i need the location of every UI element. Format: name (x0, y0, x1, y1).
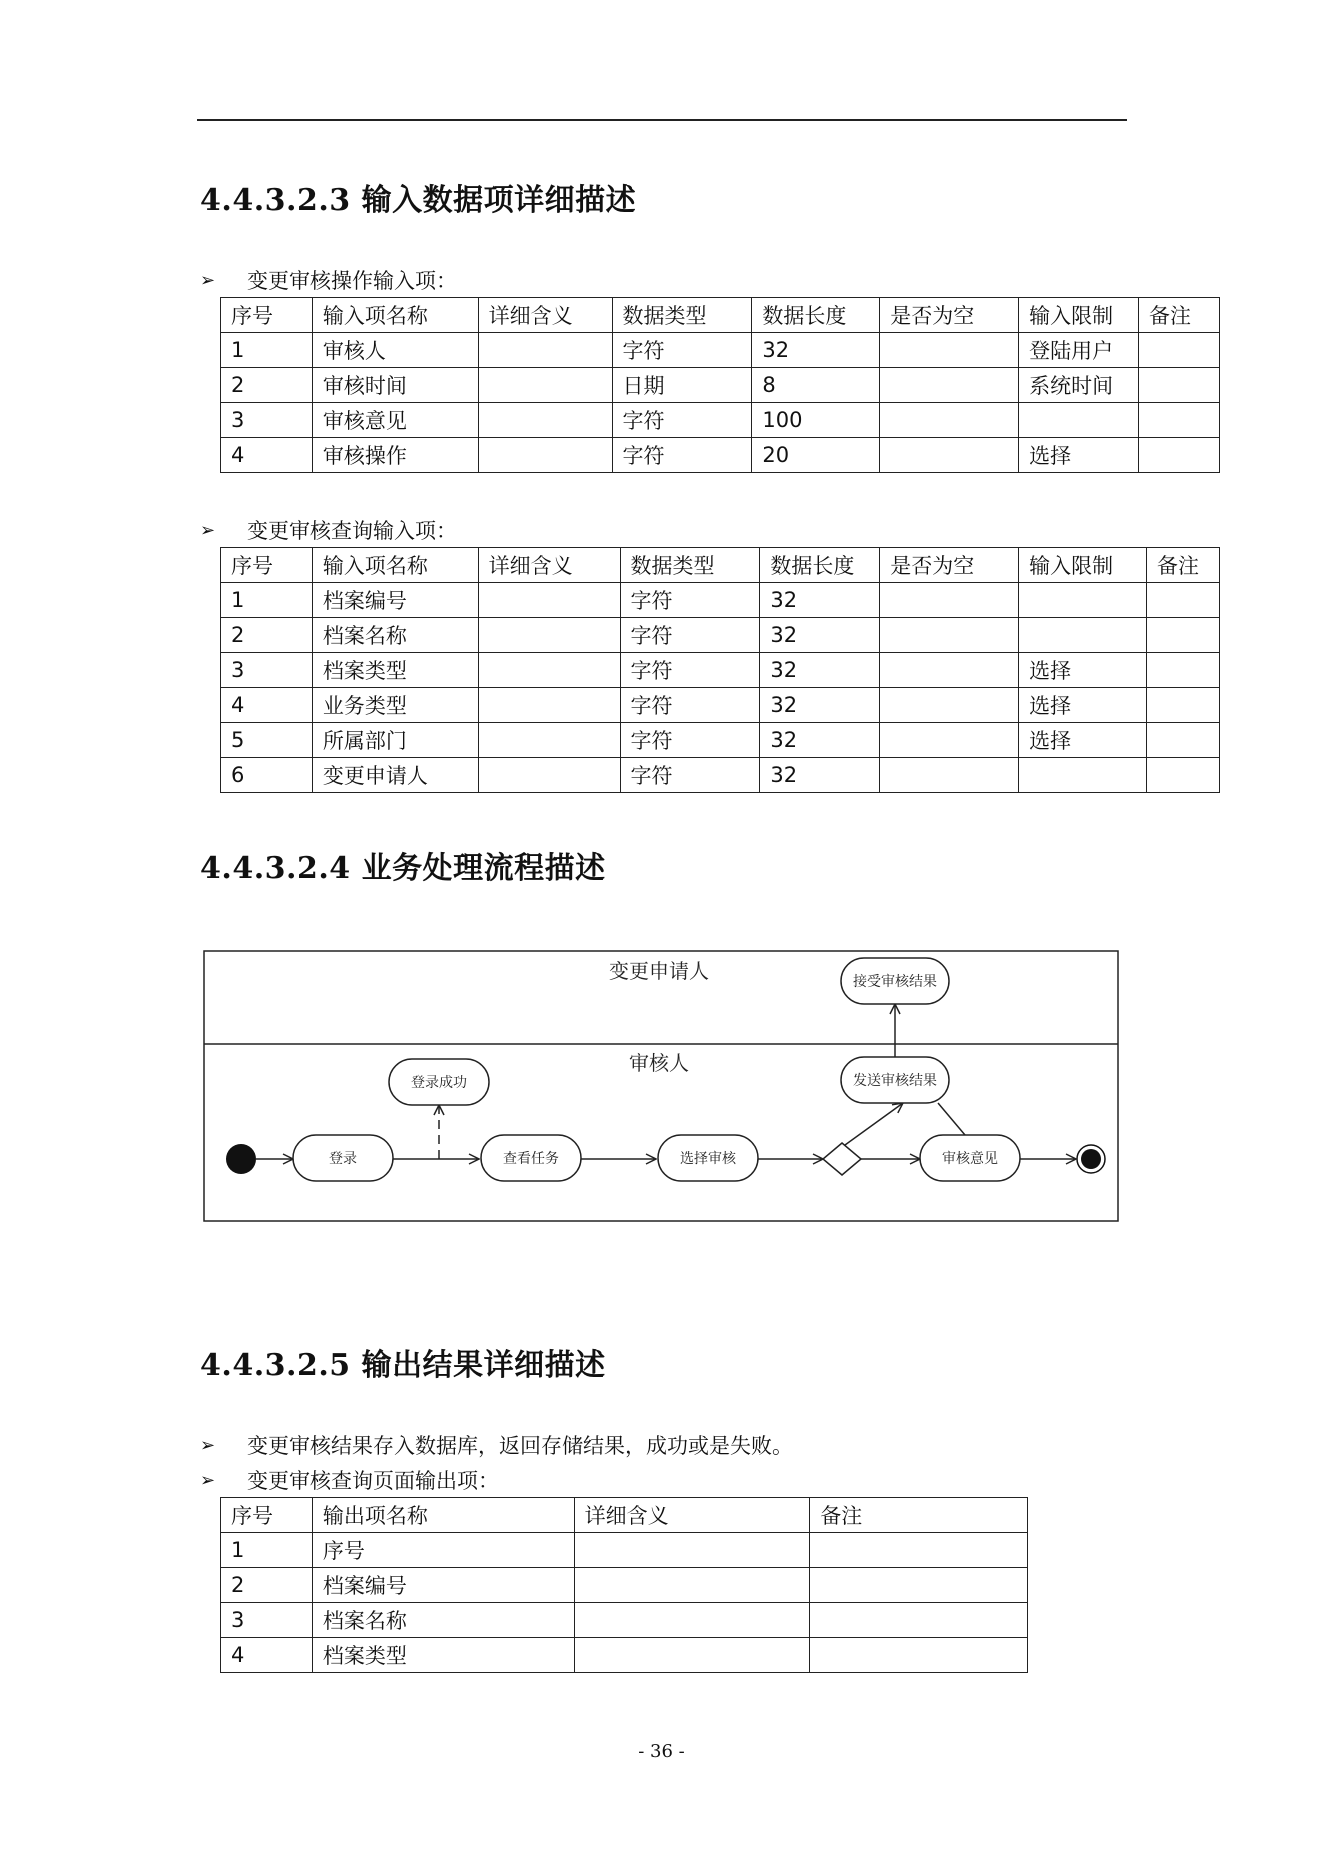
column-header: 输入项名称 (312, 548, 478, 583)
table-cell (880, 618, 1019, 653)
column-header: 详细含义 (478, 298, 612, 333)
table-cell (810, 1603, 1028, 1638)
section-heading-output: 4.4.3.2.5 输出结果详细描述 (200, 1348, 606, 1383)
column-header: 备注 (1139, 298, 1220, 333)
table-cell (574, 1568, 810, 1603)
table-row (221, 688, 1220, 723)
column-header: 备注 (1146, 548, 1219, 583)
table-cell: 字符 (620, 583, 760, 618)
table-cell (880, 758, 1019, 793)
table-cell (880, 653, 1019, 688)
column-header: 输入限制 (1019, 298, 1139, 333)
table-cell (478, 653, 620, 688)
table-cell: 32 (760, 653, 880, 688)
table-cell: 32 (760, 583, 880, 618)
column-header: 输入限制 (1019, 548, 1147, 583)
bullet-query-output (200, 1465, 499, 1495)
table-cell: 变更申请人 (312, 758, 478, 793)
column-header: 数据长度 (752, 298, 880, 333)
table-cell (1139, 333, 1220, 368)
page-number: - 36 - (638, 1741, 685, 1762)
table-row (221, 758, 1220, 793)
initial-node (226, 1144, 256, 1174)
table-row (221, 583, 1220, 618)
table-row (221, 1638, 1028, 1673)
table-cell: 选择 (1019, 653, 1147, 688)
table-cell: 3 (221, 653, 313, 688)
table-cell (1146, 723, 1219, 758)
caption-query-output: 变更审核查询页面输出项： (247, 1469, 499, 1493)
node-view-task-label: 查看任务 (503, 1151, 559, 1167)
node-login-label: 登录 (329, 1151, 357, 1167)
final-node-inner (1081, 1149, 1101, 1169)
table-cell: 2 (221, 368, 313, 403)
column-header: 输出项名称 (312, 1498, 574, 1533)
node-review-opinion-label: 审核意见 (942, 1151, 998, 1167)
table-cell: 字符 (620, 723, 760, 758)
table-cell (880, 688, 1019, 723)
table-row (221, 403, 1220, 438)
table-cell (1019, 618, 1147, 653)
table-cell (1019, 758, 1147, 793)
table-cell: 100 (752, 403, 880, 438)
table-cell: 字符 (612, 403, 752, 438)
table-cell (478, 438, 612, 473)
table-cell (478, 618, 620, 653)
table-cell (880, 583, 1019, 618)
table-cell: 5 (221, 723, 313, 758)
column-header: 数据类型 (620, 548, 760, 583)
table-cell (810, 1638, 1028, 1673)
table-cell: 日期 (612, 368, 752, 403)
table-cell (1146, 583, 1219, 618)
table-cell: 32 (760, 618, 880, 653)
bullet-output-storage (200, 1430, 793, 1460)
column-header: 详细含义 (574, 1498, 810, 1533)
table-cell: 2 (221, 618, 313, 653)
table-cell (1019, 583, 1147, 618)
decision-node (823, 1143, 861, 1175)
table-cell: 选择 (1019, 438, 1139, 473)
activity-diagram (203, 950, 1121, 1225)
bullet-arrow-icon: ➢ (200, 1469, 216, 1491)
table-cell: 4 (221, 438, 313, 473)
table-cell: 字符 (620, 688, 760, 723)
header-rule (197, 119, 1127, 121)
table-cell (1146, 653, 1219, 688)
table-cell: 字符 (612, 438, 752, 473)
table-cell: 32 (760, 758, 880, 793)
column-header: 是否为空 (880, 548, 1019, 583)
table-cell (478, 758, 620, 793)
table-cell: 字符 (620, 758, 760, 793)
table-cell (880, 723, 1019, 758)
table-cell (880, 403, 1019, 438)
node-select-review-label: 选择审核 (680, 1151, 736, 1167)
column-header: 输入项名称 (312, 298, 478, 333)
bullet-query-input (200, 515, 457, 545)
table-cell: 审核时间 (312, 368, 478, 403)
table-cell (478, 403, 612, 438)
column-header: 是否为空 (880, 298, 1019, 333)
table-cell (478, 723, 620, 758)
node-login-success-label: 登录成功 (411, 1075, 467, 1091)
table-cell: 1 (221, 1533, 313, 1568)
table-row (221, 368, 1220, 403)
table-cell (574, 1533, 810, 1568)
node-receive-result-label: 接受审核结果 (853, 974, 937, 990)
table-cell: 3 (221, 403, 313, 438)
table-cell (574, 1638, 810, 1673)
table-row (221, 438, 1220, 473)
table-cell: 20 (752, 438, 880, 473)
table-header-row (221, 1498, 1028, 1533)
table-cell: 字符 (620, 618, 760, 653)
table-row (221, 333, 1220, 368)
table-cell: 3 (221, 1603, 313, 1638)
table-cell (574, 1603, 810, 1638)
table-cell: 字符 (620, 653, 760, 688)
column-header: 备注 (810, 1498, 1028, 1533)
table-row (221, 1603, 1028, 1638)
table-query-input (220, 547, 1220, 793)
table-row (221, 618, 1220, 653)
caption-query-input: 变更审核查询输入项： (247, 519, 457, 543)
bullet-arrow-icon: ➢ (200, 1434, 216, 1456)
section-heading-flow: 4.4.3.2.4 业务处理流程描述 (200, 851, 606, 886)
table-cell: 系统时间 (1019, 368, 1139, 403)
table-cell (810, 1568, 1028, 1603)
table-cell: 32 (760, 723, 880, 758)
table-cell: 档案类型 (312, 653, 478, 688)
column-header: 序号 (221, 548, 313, 583)
table-cell: 8 (752, 368, 880, 403)
table-cell: 1 (221, 583, 313, 618)
table-cell: 选择 (1019, 723, 1147, 758)
table-cell (1146, 758, 1219, 793)
table-cell (880, 438, 1019, 473)
column-header: 序号 (221, 1498, 313, 1533)
table-cell (1146, 688, 1219, 723)
table-cell (478, 688, 620, 723)
column-header: 数据类型 (612, 298, 752, 333)
table-operation-input (220, 297, 1220, 473)
table-cell (880, 333, 1019, 368)
table-cell: 4 (221, 1638, 313, 1673)
table-cell: 32 (752, 333, 880, 368)
table-cell (880, 368, 1019, 403)
table-cell: 选择 (1019, 688, 1147, 723)
table-cell: 档案编号 (312, 1568, 574, 1603)
table-row (221, 1533, 1028, 1568)
table-cell (478, 368, 612, 403)
table-cell (1139, 403, 1220, 438)
table-cell: 4 (221, 688, 313, 723)
table-cell: 审核意见 (312, 403, 478, 438)
table-cell (1139, 368, 1220, 403)
table-cell: 登陆用户 (1019, 333, 1139, 368)
table-cell: 2 (221, 1568, 313, 1603)
column-header: 序号 (221, 298, 313, 333)
node-send-result-label: 发送审核结果 (853, 1073, 937, 1089)
table-cell: 审核人 (312, 333, 478, 368)
table-header-row (221, 298, 1220, 333)
table-cell: 业务类型 (312, 688, 478, 723)
table-cell (1019, 403, 1139, 438)
table-cell: 1 (221, 333, 313, 368)
table-cell: 所属部门 (312, 723, 478, 758)
table-header-row (221, 548, 1220, 583)
table-query-output (220, 1497, 1028, 1673)
table-cell: 档案编号 (312, 583, 478, 618)
column-header: 数据长度 (760, 548, 880, 583)
table-cell (478, 333, 612, 368)
table-cell: 审核操作 (312, 438, 478, 473)
table-cell: 6 (221, 758, 313, 793)
table-row (221, 723, 1220, 758)
table-cell: 序号 (312, 1533, 574, 1568)
bullet-arrow-icon: ➢ (200, 269, 216, 291)
table-cell: 字符 (612, 333, 752, 368)
lane-label-reviewer: 审核人 (629, 1051, 689, 1075)
column-header: 详细含义 (478, 548, 620, 583)
table-cell (810, 1533, 1028, 1568)
bullet-operation-input (200, 265, 457, 295)
section-heading-input: 4.4.3.2.3 输入数据项详细描述 (200, 183, 637, 218)
output-storage-text: 变更审核结果存入数据库，返回存储结果，成功或是失败。 (247, 1434, 793, 1458)
table-cell: 档案名称 (312, 618, 478, 653)
caption-operation-input: 变更审核操作输入项： (247, 269, 457, 293)
table-cell (478, 583, 620, 618)
table-row (221, 653, 1220, 688)
table-cell: 档案类型 (312, 1638, 574, 1673)
table-row (221, 1568, 1028, 1603)
table-cell: 档案名称 (312, 1603, 574, 1638)
table-cell: 32 (760, 688, 880, 723)
table-cell (1139, 438, 1220, 473)
lane-label-applicant: 变更申请人 (609, 959, 709, 983)
table-cell (1146, 618, 1219, 653)
bullet-arrow-icon: ➢ (200, 519, 216, 541)
